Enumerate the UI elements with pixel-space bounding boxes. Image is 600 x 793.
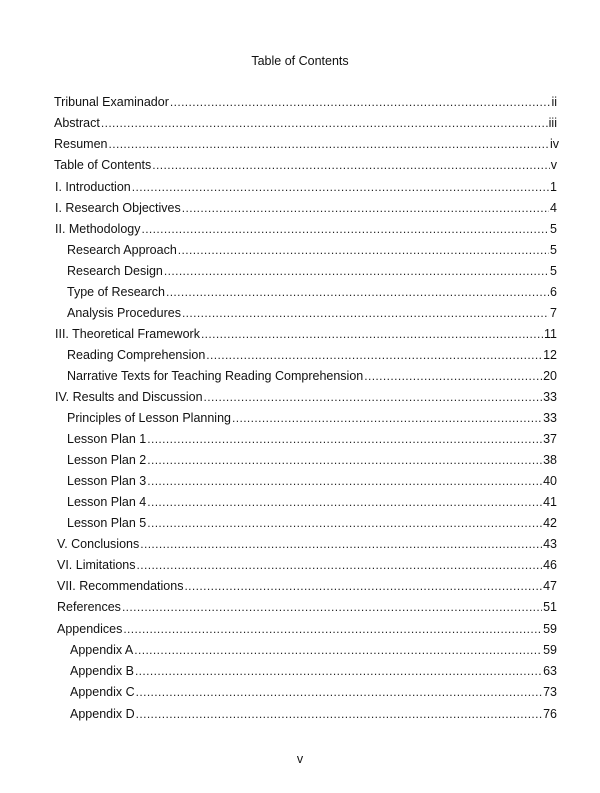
toc-entry[interactable] <box>67 346 557 364</box>
toc-entry-page: 41 <box>543 495 557 509</box>
dot-leader <box>184 577 542 595</box>
toc-entry-label: II. Methodology <box>55 222 141 236</box>
toc-entry[interactable] <box>55 178 557 196</box>
toc-entry[interactable] <box>67 304 557 322</box>
toc-entry[interactable] <box>67 472 557 490</box>
dot-leader <box>141 220 549 238</box>
toc-entry-label: Appendices <box>57 622 123 636</box>
toc-entry-page: 33 <box>543 411 557 425</box>
toc-entry-label: Lesson Plan 3 <box>67 474 147 488</box>
toc-entry-label: Table of Contents <box>54 158 152 172</box>
toc-entry-label: Analysis Procedures <box>67 306 181 320</box>
toc-entry-label: I. Research Objectives <box>55 201 181 215</box>
toc-entry-page: 20 <box>543 369 557 383</box>
toc-entry-label: Appendix B <box>70 664 134 678</box>
dot-leader <box>101 114 548 132</box>
dot-leader <box>164 262 549 280</box>
toc-entry[interactable] <box>70 683 557 701</box>
toc-entry[interactable] <box>67 451 557 469</box>
toc-entry-label: I. Introduction <box>55 180 131 194</box>
toc-entry-label: Lesson Plan 4 <box>67 495 147 509</box>
dot-leader <box>134 641 542 659</box>
toc-entry-page: 40 <box>543 474 557 488</box>
dot-leader <box>147 493 542 511</box>
dot-leader <box>122 598 542 616</box>
dot-leader <box>135 662 542 680</box>
toc-entry[interactable] <box>70 662 557 680</box>
toc-entry-label: Research Design <box>67 264 163 278</box>
toc-entry[interactable] <box>67 262 557 280</box>
toc-entry-page: 43 <box>543 537 557 551</box>
toc-entry[interactable] <box>57 620 557 638</box>
toc-entry-page: 59 <box>543 622 557 636</box>
toc-entry-label: Research Approach <box>67 243 177 257</box>
toc-entry[interactable] <box>57 577 557 595</box>
dot-leader <box>201 325 543 343</box>
toc-entry-label: Tribunal Examinador <box>54 95 169 109</box>
toc-entry-label: Resumen <box>54 137 108 151</box>
toc-entry-page: iv <box>549 137 559 151</box>
toc-entry-page: 12 <box>543 348 557 362</box>
toc-entry[interactable] <box>55 325 557 343</box>
toc-entry-page: 76 <box>543 707 557 721</box>
toc-entry-page: 5 <box>550 222 557 236</box>
toc-entry-page: 51 <box>543 600 557 614</box>
dot-leader <box>182 304 549 322</box>
dot-leader <box>132 178 549 196</box>
toc-entry-page: 38 <box>543 453 557 467</box>
page-number: v <box>296 752 304 766</box>
toc-entry[interactable] <box>54 114 557 132</box>
toc-entry-label: Type of Research <box>67 285 165 299</box>
dot-leader <box>204 388 543 406</box>
toc-entry-page: 59 <box>543 643 557 657</box>
toc-entry-label: Narrative Texts for Teaching Reading Comprehension <box>67 369 364 383</box>
toc-entry-page: iii <box>548 116 557 130</box>
dot-leader <box>147 514 542 532</box>
toc-entry-page: 7 <box>550 306 557 320</box>
toc-entry-page: ii <box>551 95 557 109</box>
toc-entry-page: v <box>550 158 557 172</box>
toc-entry[interactable] <box>55 199 557 217</box>
dot-leader <box>182 199 549 217</box>
dot-leader <box>147 451 542 469</box>
toc-entry[interactable] <box>55 388 557 406</box>
toc-entry-page: 5 <box>550 264 557 278</box>
dot-leader <box>123 620 542 638</box>
toc-entry-label: References <box>57 600 121 614</box>
dot-leader <box>137 556 543 574</box>
toc-entry-label: III. Theoretical Framework <box>55 327 200 341</box>
toc-entry-label: Reading Comprehension <box>67 348 206 362</box>
toc-entry-label: V. Conclusions <box>57 537 140 551</box>
toc-entry[interactable] <box>57 556 557 574</box>
toc-entry-page: 63 <box>543 664 557 678</box>
toc-entry-label: Appendix C <box>70 685 135 699</box>
toc-entry[interactable] <box>67 409 557 427</box>
toc-entry-label: Appendix A <box>70 643 134 657</box>
dot-leader <box>147 472 542 490</box>
toc-entry-page: 4 <box>550 201 557 215</box>
toc-entry[interactable] <box>55 220 557 238</box>
toc-entry-page: 1 <box>550 180 557 194</box>
toc-entry[interactable] <box>67 430 557 448</box>
dot-leader <box>232 409 542 427</box>
dot-leader <box>178 241 549 259</box>
dot-leader <box>206 346 542 364</box>
toc-entry[interactable] <box>67 493 557 511</box>
toc-entry[interactable] <box>57 598 557 616</box>
toc-entry-label: Abstract <box>54 116 100 130</box>
toc-entry-label: Lesson Plan 5 <box>67 516 147 530</box>
toc-entry-page: 42 <box>543 516 557 530</box>
dot-leader <box>152 156 549 174</box>
toc-entry-page: 46 <box>543 558 557 572</box>
toc-entry[interactable] <box>70 641 557 659</box>
dot-leader <box>136 683 542 701</box>
toc-entry-page: 37 <box>543 432 557 446</box>
dot-leader <box>364 367 542 385</box>
page-title: Table of Contents <box>251 54 349 68</box>
dot-leader <box>147 430 542 448</box>
dot-leader <box>109 135 549 153</box>
toc-entry-label: Lesson Plan 1 <box>67 432 147 446</box>
dot-leader <box>170 93 551 111</box>
toc-entry[interactable] <box>67 241 557 259</box>
toc-entry-label: Lesson Plan 2 <box>67 453 147 467</box>
toc-entry[interactable] <box>67 283 557 301</box>
dot-leader <box>166 283 549 301</box>
toc-entry[interactable] <box>54 93 557 111</box>
toc-entry[interactable] <box>54 156 557 174</box>
toc-entry-label: VI. Limitations <box>57 558 136 572</box>
dot-leader <box>136 705 542 723</box>
toc-entry[interactable] <box>70 705 557 723</box>
dot-leader <box>140 535 542 553</box>
toc-entry-page: 6 <box>550 285 557 299</box>
toc-entry-page: 11 <box>544 327 557 341</box>
toc-entry-page: 73 <box>543 685 557 699</box>
toc-entry[interactable] <box>54 135 559 153</box>
toc-entry[interactable] <box>67 367 557 385</box>
toc-entry-label: Principles of Lesson Planning <box>67 411 231 425</box>
toc-entry-page: 33 <box>543 390 557 404</box>
toc-entry[interactable] <box>67 514 557 532</box>
toc-entry-page: 47 <box>543 579 557 593</box>
toc-entry-label: IV. Results and Discussion <box>55 390 203 404</box>
toc-entry-page: 5 <box>550 243 557 257</box>
toc-entry-label: VII. Recommendations <box>57 579 184 593</box>
toc-entry[interactable] <box>57 535 557 553</box>
toc-entry-label: Appendix D <box>70 707 135 721</box>
